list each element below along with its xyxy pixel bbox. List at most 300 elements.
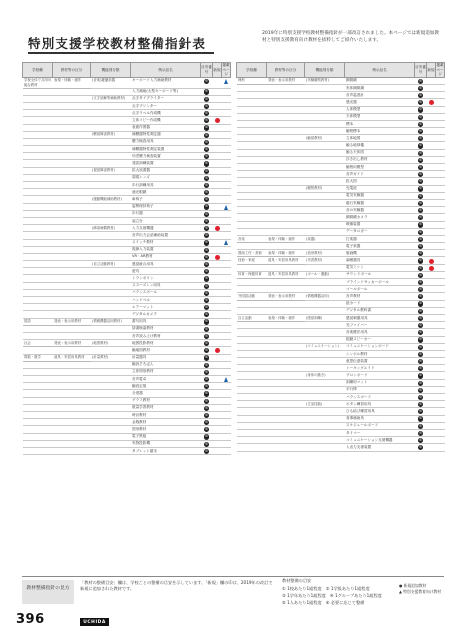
school-cell <box>237 135 267 142</box>
new-cell <box>213 447 222 454</box>
page-cell <box>436 214 445 221</box>
table-row <box>23 174 231 181</box>
page-cell <box>222 426 231 433</box>
page-cell <box>436 250 445 257</box>
new-cell <box>213 311 222 318</box>
school-cell <box>23 95 53 102</box>
page-cell <box>436 178 445 185</box>
function-cell <box>91 447 131 454</box>
function-cell <box>91 253 131 260</box>
school-cell <box>23 426 53 433</box>
category-cell <box>267 379 305 386</box>
school-cell <box>23 153 53 160</box>
legend-item: ③ 1学年あたり1組程度 <box>282 592 326 598</box>
category-cell <box>53 95 91 102</box>
example-cell: 音の実験器 <box>345 207 415 214</box>
function-cell <box>91 146 131 153</box>
function-cell <box>305 386 345 393</box>
category-cell <box>267 207 305 214</box>
function-cell <box>91 412 131 419</box>
category-cell <box>267 322 305 329</box>
example-cell: スヌーズレン用具 <box>131 282 201 289</box>
example-cell: 浮き出し教材 <box>345 156 415 163</box>
new-cell <box>427 365 436 372</box>
page-cell <box>436 113 445 120</box>
priority-cell <box>415 329 427 336</box>
example-cell: 歩行器 <box>131 210 201 217</box>
new-cell <box>213 412 222 419</box>
category-cell <box>267 113 305 120</box>
left-table-body <box>23 77 231 454</box>
example-cell: 電気ミシン <box>345 264 415 271</box>
priority-cell <box>415 386 427 393</box>
school-cell <box>23 102 53 109</box>
category-cell <box>53 297 91 304</box>
table-row <box>23 412 231 419</box>
function-cell <box>305 142 345 149</box>
school-cell <box>23 412 53 419</box>
new-cell <box>427 192 436 199</box>
school-cell <box>23 282 53 289</box>
function-cell <box>305 350 345 357</box>
priority-number-badge: 6 <box>205 139 208 144</box>
priority-cell <box>415 228 427 235</box>
priority-number-badge: 6 <box>419 136 422 141</box>
school-cell <box>237 394 267 401</box>
priority-number-badge: 6 <box>205 427 208 432</box>
page-cell <box>436 99 445 106</box>
category-cell <box>267 156 305 163</box>
page-cell <box>222 77 231 88</box>
example-cell: 感光器 <box>345 99 415 106</box>
function-cell <box>305 214 345 221</box>
header-new: 新規 <box>427 63 436 78</box>
example-cell: 音声読み上げ教材 <box>131 332 201 339</box>
table-row <box>237 429 445 436</box>
example-cell: 図形教材 <box>131 426 201 433</box>
example-cell: 拡大読書器 <box>131 167 201 174</box>
school-cell <box>237 199 267 206</box>
priority-number-badge: 6 <box>205 297 208 302</box>
school-cell <box>23 110 53 117</box>
table-row <box>23 332 231 339</box>
function-cell: (情報機器活用) <box>305 293 345 300</box>
school-cell <box>237 120 267 127</box>
function-cell <box>91 289 131 296</box>
priority-cell <box>415 300 427 307</box>
function-cell: (自立活動教材) <box>91 261 131 268</box>
brand-logo: UCHIDA <box>80 618 109 626</box>
function-cell <box>91 297 131 304</box>
new-cell <box>427 343 436 350</box>
example-cell: コミュニケーション支援機器 <box>345 437 415 444</box>
page-cell <box>222 239 231 246</box>
new-cell <box>427 207 436 214</box>
category-cell <box>267 135 305 142</box>
priority-cell <box>415 286 427 293</box>
new-cell <box>427 314 436 321</box>
priority-number-badge: 6 <box>419 366 422 371</box>
example-cell: 触読定規 <box>131 383 201 390</box>
priority-cell <box>415 401 427 408</box>
school-cell <box>23 182 53 189</box>
category-cell <box>267 214 305 221</box>
function-cell <box>91 311 131 318</box>
table-row <box>23 138 231 145</box>
page-cell <box>436 264 445 271</box>
priority-number-badge: 6 <box>419 164 422 169</box>
new-cell <box>213 174 222 181</box>
example-cell: デジタル教科書 <box>345 307 415 314</box>
category-cell <box>267 422 305 429</box>
priority-cell <box>415 314 427 321</box>
new-cell <box>427 437 436 444</box>
priority-cell <box>201 354 213 361</box>
school-cell <box>237 156 267 163</box>
guideline-table-left <box>22 62 231 455</box>
page-cell <box>222 390 231 397</box>
new-cell <box>213 433 222 440</box>
school-cell <box>237 429 267 436</box>
page-cell <box>222 376 231 383</box>
priority-cell <box>201 297 213 304</box>
function-cell <box>305 408 345 415</box>
function-cell: (文字読解等補助教材) <box>91 95 131 102</box>
page-cell <box>436 199 445 206</box>
school-cell <box>237 329 267 336</box>
page-cell <box>436 106 445 113</box>
priority-cell <box>415 250 427 257</box>
page-cell <box>436 135 445 142</box>
page-cell <box>222 153 231 160</box>
category-cell <box>53 102 91 109</box>
example-cell: 絵カード <box>345 300 415 307</box>
priority-number-badge: 6 <box>419 315 422 320</box>
page-cell <box>222 361 231 368</box>
priority-number-badge: 6 <box>205 118 208 123</box>
page-cell <box>436 77 445 84</box>
category-cell <box>267 343 305 350</box>
category-cell <box>267 128 305 135</box>
new-cell <box>427 228 436 235</box>
page-cell <box>222 311 231 318</box>
function-cell <box>305 336 345 343</box>
function-cell: (触覚教材) <box>305 135 345 142</box>
table-row <box>23 368 231 375</box>
page-cell <box>436 164 445 171</box>
priority-number-badge: 6 <box>205 190 208 195</box>
table-row <box>23 146 231 153</box>
school-cell <box>23 304 53 311</box>
table-row <box>23 167 231 174</box>
table-row <box>237 271 445 278</box>
priority-cell <box>201 160 213 167</box>
legend-item: ① 1校あたり1組程度 <box>282 585 322 591</box>
new-cell <box>427 408 436 415</box>
example-cell: グラフ教材 <box>131 397 201 404</box>
page-cell <box>222 117 231 124</box>
school-cell <box>23 225 53 232</box>
function-cell <box>91 361 131 368</box>
table-row <box>237 408 445 415</box>
example-cell: 触察用模型 <box>345 164 415 171</box>
priority-cell <box>201 289 213 296</box>
function-cell <box>305 221 345 228</box>
priority-number-badge: 6 <box>205 312 208 317</box>
page-cell <box>222 203 231 210</box>
priority-cell <box>415 408 427 415</box>
new-cell <box>213 189 222 196</box>
new-cell <box>213 160 222 167</box>
page-cell <box>436 314 445 321</box>
example-cell: 地図投影教材 <box>131 340 201 347</box>
school-cell <box>237 372 267 379</box>
category-cell <box>267 429 305 436</box>
category-cell <box>53 361 91 368</box>
priority-cell <box>415 437 427 444</box>
school-cell <box>237 279 267 286</box>
example-cell: 音声ガイド <box>345 171 415 178</box>
priority-cell <box>201 397 213 404</box>
new-cell <box>427 199 436 206</box>
priority-number-badge: 6 <box>419 387 422 392</box>
table-row <box>237 185 445 192</box>
category-cell <box>53 419 91 426</box>
right-table-body <box>237 77 445 451</box>
page-cell <box>436 422 445 429</box>
new-cell <box>427 293 436 300</box>
table-row <box>237 228 445 235</box>
header-school: 学校種 <box>23 63 53 78</box>
function-cell <box>91 210 131 217</box>
function-cell <box>305 164 345 171</box>
function-cell <box>305 156 345 163</box>
priority-number-badge: 6 <box>419 251 422 256</box>
new-cell <box>427 113 436 120</box>
table-row <box>237 92 445 99</box>
example-cell: タイマー <box>345 429 415 436</box>
page-cell <box>222 261 231 268</box>
page-cell <box>436 408 445 415</box>
page-cell <box>436 429 445 436</box>
page-cell <box>222 146 231 153</box>
table-row <box>23 404 231 411</box>
table-row <box>237 358 445 365</box>
function-cell <box>305 365 345 372</box>
example-cell: 発語訓練装置 <box>131 160 201 167</box>
priority-cell <box>201 275 213 282</box>
page-cell <box>436 221 445 228</box>
example-cell: 打楽器 <box>345 235 415 242</box>
school-cell: 社会 <box>23 340 53 347</box>
page-cell <box>222 297 231 304</box>
category-cell: 道具・実習用具教材 <box>267 257 305 264</box>
priority-number-badge: 6 <box>419 150 422 155</box>
function-cell <box>91 138 131 145</box>
school-cell <box>23 440 53 447</box>
priority-cell <box>201 383 213 390</box>
function-cell <box>305 192 345 199</box>
function-cell <box>91 368 131 375</box>
function-cell: (生活技能) <box>305 401 345 408</box>
category-cell <box>53 268 91 275</box>
priority-number-badge: 6 <box>419 179 422 184</box>
new-cell <box>427 164 436 171</box>
new-cell <box>427 271 436 278</box>
example-cell: 意思伝達装置 <box>345 358 415 365</box>
priority-number-badge: 6 <box>419 200 422 205</box>
priority-cell <box>201 217 213 224</box>
new-cell <box>427 307 436 314</box>
header-page: 掲載ページ <box>222 63 230 77</box>
school-cell <box>237 207 267 214</box>
page-cell <box>222 368 231 375</box>
school-cell <box>237 178 267 185</box>
function-cell: (実験観察教材) <box>305 77 345 84</box>
page-cell <box>222 182 231 189</box>
priority-cell <box>415 336 427 343</box>
function-cell <box>91 153 131 160</box>
priority-number-badge: 6 <box>205 348 208 353</box>
school-cell <box>23 347 53 354</box>
priority-cell <box>415 120 427 127</box>
category-cell <box>53 210 91 217</box>
priority-cell <box>415 358 427 365</box>
page-cell <box>222 196 231 203</box>
page-cell <box>436 365 445 372</box>
category-cell <box>53 174 91 181</box>
table-row <box>237 300 445 307</box>
priority-number-badge: 6 <box>419 243 422 248</box>
page-cell <box>222 447 231 454</box>
category-cell <box>53 146 91 153</box>
new-cell <box>427 257 436 264</box>
function-cell <box>305 415 345 422</box>
legend-label: 教材整備指針の見方 <box>22 580 74 604</box>
new-cell <box>427 156 436 163</box>
priority-cell <box>201 182 213 189</box>
new-cell <box>213 131 222 138</box>
category-cell <box>267 92 305 99</box>
function-cell <box>305 300 345 307</box>
school-cell <box>237 113 267 120</box>
category-cell <box>267 228 305 235</box>
example-cell: 触地図教材 <box>131 347 201 354</box>
priority-number-badge: 6 <box>205 448 208 453</box>
priority-cell <box>415 207 427 214</box>
priority-cell <box>415 128 427 135</box>
new-cell <box>427 135 436 142</box>
function-cell <box>91 110 131 117</box>
school-cell: 体育・保健体育 <box>237 271 267 278</box>
new-cell <box>213 419 222 426</box>
page-cell <box>222 253 231 260</box>
table-row <box>237 322 445 329</box>
category-cell <box>267 84 305 91</box>
table-row <box>23 225 231 232</box>
priority-number-badge: 6 <box>419 172 422 177</box>
school-cell: 外国語活動 <box>237 293 267 300</box>
new-cell <box>427 92 436 99</box>
page-cell <box>222 347 231 354</box>
priority-cell <box>201 404 213 411</box>
school-cell <box>237 437 267 444</box>
table-row <box>237 142 445 149</box>
function-cell <box>91 217 131 224</box>
category-cell <box>267 106 305 113</box>
priority-cell <box>201 261 213 268</box>
example-cell: データロガー <box>345 228 415 235</box>
priority-number-badge: 6 <box>419 308 422 313</box>
priority-cell <box>201 253 213 260</box>
priority-number-badge: 6 <box>205 89 208 94</box>
priority-number-badge: 6 <box>205 132 208 137</box>
table-row <box>237 135 445 142</box>
function-cell: (身体の動き) <box>305 372 345 379</box>
priority-cell <box>415 185 427 192</box>
table-row <box>237 106 445 113</box>
page-cell <box>222 225 231 232</box>
page-cell <box>222 318 231 325</box>
category-cell: 表現・体験・創作 <box>53 77 91 88</box>
function-cell <box>305 178 345 185</box>
school-cell <box>23 376 53 383</box>
function-cell <box>91 232 131 239</box>
new-item-dot-icon <box>215 118 220 123</box>
page-cell <box>436 343 445 350</box>
priority-number-badge: 6 <box>419 394 422 399</box>
example-cell: コミュニケーションボード <box>345 343 415 350</box>
school-cell <box>23 203 53 210</box>
example-cell: スケジュールボード <box>345 422 415 429</box>
guideline-table-right <box>236 62 445 452</box>
page-cell <box>436 444 445 451</box>
priority-number-badge: 6 <box>419 279 422 284</box>
table-row <box>23 253 231 260</box>
page-cell <box>222 160 231 167</box>
header-example: 例示品名 <box>131 63 201 78</box>
table-row <box>23 318 231 325</box>
example-cell: 書写用具 <box>131 318 201 325</box>
function-cell <box>305 279 345 286</box>
table-row <box>237 257 445 264</box>
new-cell <box>213 77 222 88</box>
priority-number-badge: 6 <box>419 301 422 306</box>
example-cell: ひも結び練習用具 <box>345 408 415 415</box>
priority-cell <box>415 135 427 142</box>
page-cell <box>222 138 231 145</box>
school-cell <box>23 88 53 95</box>
category-cell <box>53 225 91 232</box>
school-cell <box>23 174 53 181</box>
school-cell <box>23 131 53 138</box>
function-cell <box>91 160 131 167</box>
priority-cell <box>415 293 427 300</box>
function-cell <box>305 128 345 135</box>
priority-cell <box>201 433 213 440</box>
category-cell <box>53 138 91 145</box>
new-cell <box>213 289 222 296</box>
priority-cell <box>201 225 213 232</box>
category-cell <box>53 88 91 95</box>
priority-number-badge: 6 <box>419 193 422 198</box>
table-row <box>23 102 231 109</box>
table-row <box>23 88 231 95</box>
example-cell: 計量器具 <box>131 354 201 361</box>
table-row <box>237 128 445 135</box>
page-cell <box>436 156 445 163</box>
priority-cell <box>415 113 427 120</box>
